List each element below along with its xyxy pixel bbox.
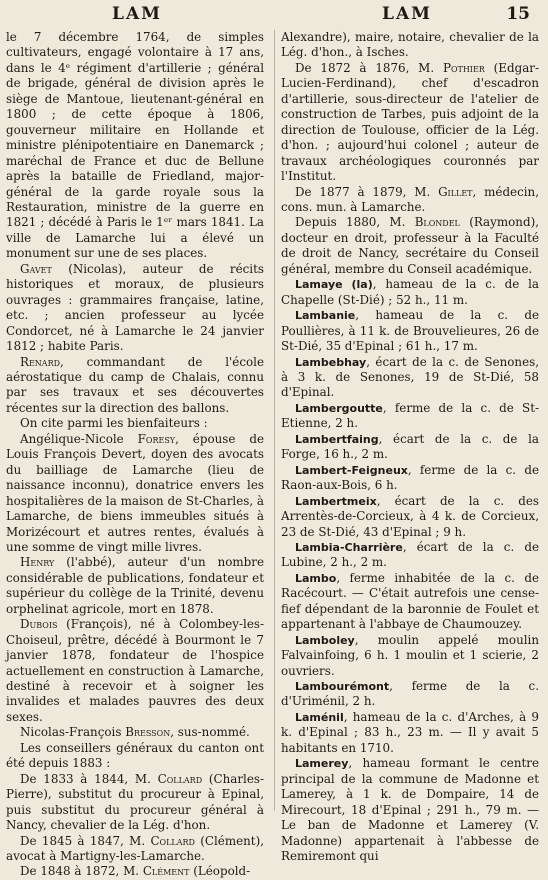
paragraph: [281, 61, 539, 185]
paragraph: [281, 571, 539, 633]
paragraph: [6, 741, 264, 772]
entry-headword: Lambertfaing: [295, 432, 379, 446]
text-run: Alexandre), maire, notaire, chevalier de la Lég. d'hon., à Isches.: [281, 30, 539, 60]
entry-headword: Lambanie: [295, 309, 356, 323]
paragraph: [281, 308, 539, 354]
paragraph: [281, 756, 539, 864]
text-run: , ferme de la c. de St-Etienne, 2 h.: [281, 400, 539, 431]
person-name: Gavet: [20, 261, 52, 276]
text-run: (François), né à Colombey-les-Choiseul, prêtre, décédé à Bourmont le 7 janvier 1878, fondateur de l'hospice actuellement en construction à Lamarche, destiné à recevoir et à soigner les invalides et malades pauvres des deux sexes.: [6, 617, 264, 724]
paragraph: [281, 540, 539, 571]
text-run: De 1872 à 1876, M.: [295, 60, 443, 75]
running-head-left: LAM: [112, 4, 162, 24]
text-run: De 1848 à 1872, M.: [20, 864, 143, 879]
text-run: Angélique-Nicole: [20, 431, 138, 446]
entry-headword: Lambourémont: [295, 680, 390, 694]
text-run: On cite parmi les bienfaiteurs :: [20, 416, 208, 431]
text-run: (Léopold-: [189, 864, 251, 879]
text-run: (Edgar-Lucien-Ferdinand), chef d'escadron d'artillerie, sous-directeur de l'atelier de construction de Tarbes, puis adjoint de la direction de Toulouse, officier de la Lég. d'hon. ; aujourd'hui colonel ; auteur de travaux archéologiques couronnés par l'Institut.: [281, 60, 539, 184]
text-run: , écart de la c. de Senones, à 3 k. de Senones, 19 de St-Dié, 58 d'Epinal.: [281, 354, 539, 400]
person-name: Pothier: [442, 60, 485, 75]
right-column: [281, 30, 539, 864]
person-name: Collard: [150, 833, 195, 848]
text-run: De 1845 à 1847, M.: [20, 833, 151, 848]
person-name: Dubois: [20, 617, 58, 632]
person-name: Gillet: [438, 184, 473, 199]
person-name: Bresson: [125, 725, 171, 740]
text-run: De 1833 à 1844, M.: [20, 771, 158, 786]
paragraph: [281, 277, 539, 308]
person-name: Blondel: [414, 215, 460, 230]
paragraph: [6, 864, 264, 879]
person-name: Collard: [157, 771, 203, 786]
entry-headword: Lambebhay: [295, 355, 367, 369]
text-run: (Nicolas), auteur de récits historiques et moraux, de plusieurs ouvrages : grammaires française, latine, etc. ; ancien professeur au lycée Condorcet, né à Lamarche le 24 janvier 1812 ; habite Paris.: [6, 261, 264, 354]
paragraph: [6, 416, 264, 431]
text-run: le 7 décembre 1764, de simples cultivateurs, engagé volontaire à 17 ans, dans le 4ᵉ régiment d'artillerie ; général de brigade, général de division après le siège de Mantoue, lieutenant-général en 1800 ; de cette époque à 1806, gouverneur militaire en Hollande et ministre plénipotentiaire en Danemarck ; maréchal de France et duc de Bellune après la bataille de Friedland, major-général de la garde royale sous la Restauration, ministre de la guerre en 1821 ; décédé à Paris le 1ᵉʳ mars 1841. La ville de Lamarche lui a élevé un monument sur une de ses places.: [6, 30, 264, 261]
text-run: (Charles-Pierre), substitut du procureur à Epinal, puis substitut du procureur général à Nancy, chevalier de la Lég. d'hon.: [6, 771, 264, 833]
entry-headword: Laménil: [295, 710, 344, 724]
text-run: , médecin, cons. mun. à Lamarche.: [281, 184, 539, 214]
text-run: Les conseillers généraux du canton ont été depuis 1883 :: [6, 740, 264, 771]
paragraph: [281, 432, 539, 463]
text-run: , sus-nommé.: [170, 725, 250, 740]
paragraph: [281, 463, 539, 494]
entry-headword: Lambert-Feigneux: [295, 463, 408, 477]
entry-headword: Lambo: [295, 571, 337, 585]
text-run: , hameau de la c. d'Arches, à 9 k. d'Epinal ; 83 h., 23 m. — Il y avait 5 habitants en 1710.: [281, 709, 539, 755]
paragraph: [281, 401, 539, 432]
left-column: [6, 30, 265, 879]
paragraph: [6, 30, 264, 262]
paragraph: [281, 30, 539, 61]
running-head-right: LAM: [382, 4, 432, 24]
paragraph: [281, 355, 539, 401]
paragraph: [6, 355, 264, 417]
text-run: , ferme de la c. d'Uriménil, 2 h.: [281, 679, 539, 709]
paragraph: [281, 633, 539, 679]
paragraph: [281, 185, 539, 216]
person-name: Renard: [20, 354, 61, 369]
paragraph: [281, 710, 539, 756]
text-run: Nicolas-François: [20, 725, 126, 740]
text-run: (Clément), avocat à Martigny-les-Lamarche.: [6, 833, 264, 864]
text-run: , écart de la c. des Arrentès-de-Corcieux, à 4 k. de Corcieux, 23 de St-Dié, 43 d'Epinal ; 9 h.: [281, 493, 539, 539]
paragraph: [281, 215, 539, 277]
column-divider: [274, 30, 275, 811]
text-run: (Raymond), docteur en droit, professeur à la Faculté de droit de Nancy, secrétaire du Conseil général, membre du Conseil académique.: [281, 215, 539, 276]
paragraph: [281, 494, 539, 540]
paragraph: [6, 834, 264, 865]
text-run: , ferme inhabitée de la c. de Racécourt. — C'était autrefois une cense-fief dépendant de la baronnie de Foulet et appartenant à l'abbaye de Chaumouzey.: [281, 570, 539, 632]
paragraph: [6, 432, 264, 556]
text-run: , commandant de l'école aérostatique du camp de Chalais, connu par ses travaux et ses découvertes récentes sur la direction des ballons.: [6, 354, 264, 415]
text-run: , écart de la c. de Lubine, 2 h., 2 m.: [281, 539, 539, 570]
text-run: , hameau de la c. de Poullières, à 11 k. de Brouvelieures, 26 de St-Dié, 35 d'Epinal ; 61 h., 17 m.: [281, 308, 539, 354]
paragraph: [6, 725, 264, 740]
text-run: Depuis 1880, M.: [295, 215, 415, 230]
paragraph: [6, 555, 264, 617]
paragraph: [6, 772, 264, 834]
text-run: , écart de la c. de la Forge, 16 h., 2 m.: [281, 431, 539, 462]
text-run: , épouse de Louis François Devert, doyen des avocats du bailliage de Lamarche (lieu de naissance inconnu), donatrice envers les hospitalières de la maison de St-Charles, à Lamarche, de biens immeubles situés à Morizécourt et autres rentes, évalués à une somme de vingt mille livres.: [6, 431, 265, 554]
entry-headword: Lamerey: [295, 757, 349, 771]
entry-headword: Lambertmeix: [295, 494, 377, 508]
entry-headword: Lamaye (la): [295, 278, 373, 292]
paragraph: [281, 679, 539, 710]
entry-headword: Lambergoutte: [295, 401, 383, 415]
person-name: Foresy: [137, 431, 176, 446]
paragraph: [6, 617, 264, 725]
paragraph: [6, 262, 264, 355]
text-run: , hameau formant le centre principal de la commune de Madonne et Lamerey, à 1 k. de Dompaire, 14 de Mirecourt, 18 d'Epinal ; 291 h., 79 m. — Le ban de Madonne et Lamerey (V. Madonne) appartenait à l'abbesse de Remiremont qui: [281, 756, 539, 864]
person-name: Henry: [20, 555, 55, 570]
page-header: [0, 4, 548, 28]
entry-headword: Lambia-Charrière: [295, 540, 403, 554]
text-run: , moulin appelé moulin Falvainfoing, 6 h. 1 moulin et 1 scierie, 2 ouvriers.: [281, 632, 539, 678]
text-run: De 1877 à 1879, M.: [295, 184, 439, 199]
page-number: 15: [506, 4, 530, 24]
text-run: (l'abbé), auteur d'un nombre considérable de publications, fondateur et supérieur du collège de la Trinité, devenu orphelinat agricole, mort en 1878.: [6, 555, 264, 616]
text-run: , hameau de la c. de la Chapelle (St-Dié) ; 52 h., 11 m.: [281, 277, 539, 307]
person-name: Clément: [142, 864, 190, 879]
entry-headword: Lamboley: [295, 633, 355, 647]
text-run: , ferme de la c. de Raon-aux-Bois, 6 h.: [281, 462, 539, 493]
